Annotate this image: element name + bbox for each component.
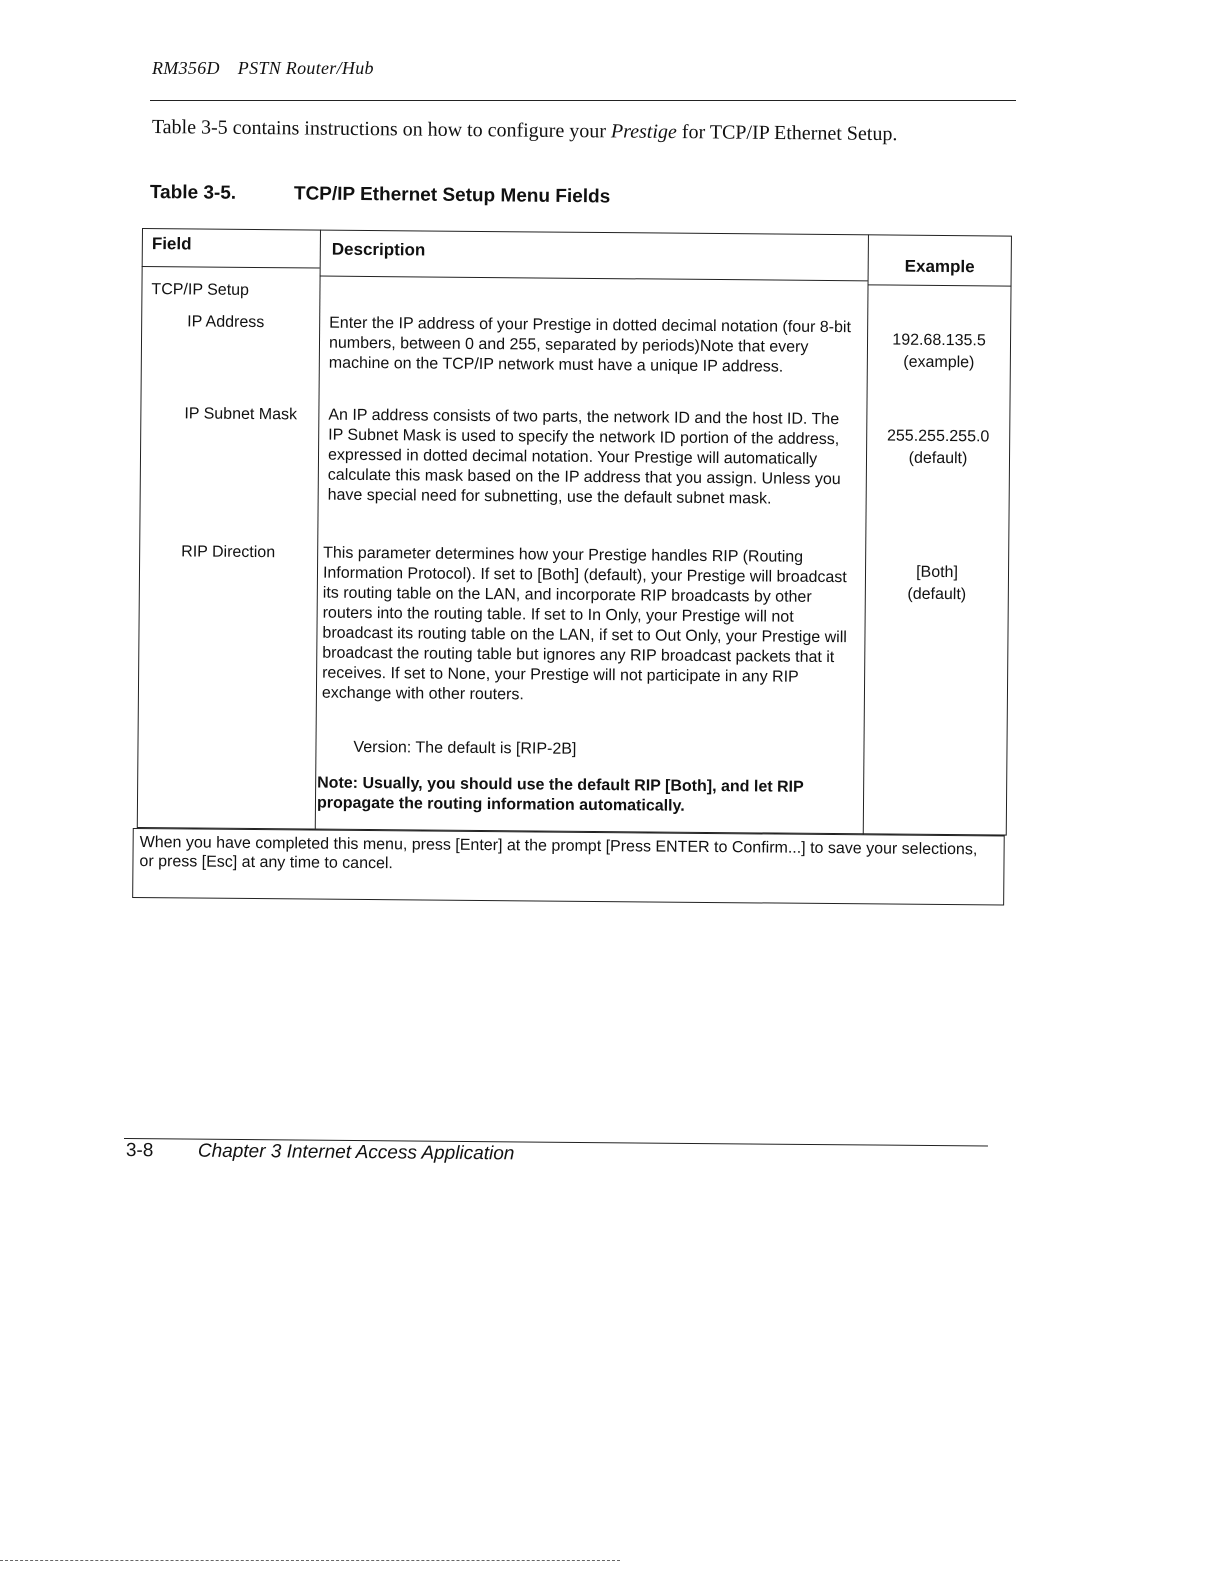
running-header-product: PSTN Router/Hub — [237, 58, 374, 78]
fields-table — [136, 228, 1014, 912]
description-ip-subnet-mask: An IP address consists of two parts, the network ID and the host ID. The IP Subnet Mask is used to specify the network ID portion of the address, expressed in dotted decimal notation. Your Prestige will automatically calculate this mask based on the IP address that you assign. Unless you have special need for subnetting, use the default subnet mask. — [327, 406, 841, 508]
table-number: Table 3-5. — [149, 182, 237, 204]
intro-paragraph — [152, 116, 1032, 147]
section-label: TCP/IP Setup — [151, 281, 250, 299]
example-ip-address: 192.68.135.5 — [892, 331, 986, 350]
running-header — [152, 58, 374, 79]
header-example: Example — [904, 256, 975, 277]
intro-text-start: Table 3-5 contains instructions on how to configure your — [151, 116, 612, 143]
example-note-ip-subnet-mask: (default) — [908, 449, 968, 468]
running-header-model: RM356D — [152, 58, 220, 78]
example-rip-direction: [Both] — [916, 563, 959, 582]
field-ip-address: IP Address — [187, 313, 265, 332]
version-text: Version: The default is [RIP-2B] — [353, 738, 577, 758]
field-rip-direction: RIP Direction — [181, 543, 276, 562]
table-footer-box — [132, 828, 1005, 906]
page-footer — [126, 1140, 515, 1165]
example-ip-subnet-mask: 255.255.255.0 — [886, 427, 990, 446]
chapter-title: Chapter 3 Internet Access Application — [197, 1140, 515, 1165]
example-note-ip-address: (example) — [903, 353, 975, 372]
header-field: Field — [151, 234, 192, 254]
header-description: Description — [331, 239, 426, 260]
description-rip-direction: This parameter determines how your Prestige handles RIP (Routing Information Protocol). If set to [Both] (default), your Prestige will broadcast its routing table on the LAN, and incorporate RIP broadcasts by other routers into the routing table. If set to In Only, your Prestige will not broadcast its routing table on the LAN, if set to Out Only, your Prestige will broadcast the routing table but ignores any RIP broadcast packets that it receives. If set to None, your Prestige will not participate in any RIP exchange with other routers. — [321, 544, 847, 704]
scan-artifact-line — [0, 1560, 620, 1561]
intro-text-end: for TCP/IP Ethernet Setup. — [676, 121, 898, 146]
table-title: TCP/IP Ethernet Setup Menu Fields — [293, 183, 611, 208]
field-ip-subnet-mask: IP Subnet Mask — [184, 405, 298, 424]
page-number: 3-8 — [125, 1140, 154, 1162]
table-footer-text: When you have completed this menu, press [Enter] at the prompt [Press ENTER to Confirm...] to save your selections, or press [Esc] at any time to cancel. — [139, 834, 978, 873]
note-text: Note: Usually, you should use the default RIP [Both], and let RIP propagate the routing information automatically. — [316, 774, 804, 815]
intro-brand: Prestige — [610, 120, 677, 144]
description-ip-address: Enter the IP address of your Prestige in dotted decimal notation (four 8-bit numbers, between 0 and 255, separated by periods)Note that every machine on the TCP/IP network must have a unique IP address. — [328, 314, 852, 376]
table-caption — [150, 182, 611, 208]
example-note-rip-direction: (default) — [907, 585, 967, 604]
header-rule — [150, 100, 1016, 101]
